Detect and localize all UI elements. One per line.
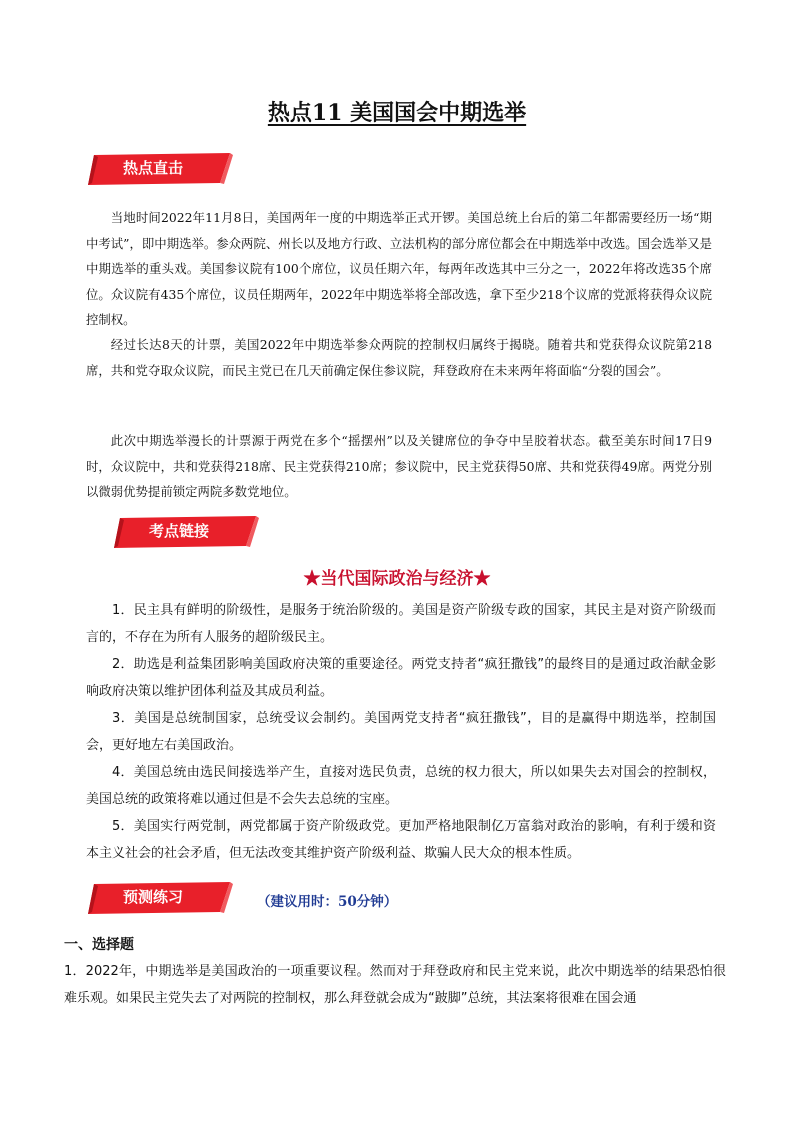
section-banner-link bbox=[114, 516, 254, 546]
hot-paragraph-3: 此次中期选举漫长的计票源于两党在多个“摇摆州”以及关键席位的争夺中呈胶着状态。截至美东时间17日9时，众议院中，共和党获得218席、民主党获得210席；参议院中，民主党获得50席、共和党获得49席。两党分别以微弱优势提前锁定两院多数党地位。 bbox=[86, 433, 712, 499]
hot-paragraph-2: 经过长达8天的计票，美国2022年中期选举参众两院的控制权归属终于揭晓。随着共和党获得众议院第218席，共和党夺取众议院，而民主党已在几天前确定保住参议院，拜登政府在未来两年将面临“分裂的国会”。 bbox=[86, 337, 712, 378]
point-1: 1．民主具有鲜明的阶级性，是服务于统治阶级的。美国是资产阶级专政的国家，其民主是对资产阶级而言的，不存在为所有人服务的超阶级民主。 bbox=[86, 603, 716, 645]
section-label-link: 考点链接 bbox=[148, 522, 209, 540]
section-banner-hot bbox=[88, 153, 228, 183]
section-label-predict: 预测练习 bbox=[122, 888, 183, 906]
point-2: 2．助选是利益集团影响美国政府决策的重要途径。两党支持者“疯狂撒钱”的最终目的是通过政治献金影响政府决策以维护团体利益及其成员利益。 bbox=[86, 657, 716, 699]
point-5: 5．美国实行两党制，两党都属于资产阶级政党。更加严格地限制亿万富翁对政治的影响，有利于缓和资本主义社会的社会矛盾，但无法改变其维护资产阶级利益、欺骗人民大众的根本性质。 bbox=[86, 819, 716, 861]
hot-paragraph-1: 当地时间2022年11月8日，美国两年一度的中期选举正式开锣。美国总统上台后的第二年都需要经历一场“期中考试”，即中期选举。参众两院、州长以及地方行政、立法机构的部分席位都会在中期选举中改选。国会选举又是中期选举的重头戏。美国参议院有100个席位，议员任期六年，每两年改选其中三分之一，2022年将改选35个席位。众议院有435个席位，议员任期两年，2022年中期选举将全部改选，拿下至少218个议席的党派将获得众议院控制权。 bbox=[86, 210, 712, 327]
subsection-heading: ★当代国际政治与经济★ bbox=[303, 569, 491, 589]
section-heading-choice: 一、选择题 bbox=[64, 937, 134, 953]
point-3: 3．美国是总统制国家，总统受议会制约。美国两党支持者“疯狂撒钱”，目的是赢得中期选举，控制国会，更好地左右美国政治。 bbox=[86, 711, 716, 753]
section-banner-predict bbox=[88, 882, 228, 912]
section-label-hot: 热点直击 bbox=[122, 159, 183, 177]
question-1: 1．2022年，中期选举是美国政治的一项重要议程。然而对于拜登政府和民主党来说，此次中期选举的结果恐怕很难乐观。如果民主党失去了对两院的控制权，那么拜登就会成为“跛脚”总统，其法案将很难在国会通 bbox=[64, 964, 726, 1006]
suggested-time: （建议用时：50分钟） bbox=[257, 894, 398, 910]
point-4: 4．美国总统由选民间接选举产生，直接对选民负责，总统的权力很大，所以如果失去对国会的控制权，美国总统的政策将难以通过但是不会失去总统的宝座。 bbox=[86, 765, 716, 807]
page-title: 热点11 美国国会中期选举 bbox=[267, 100, 527, 126]
